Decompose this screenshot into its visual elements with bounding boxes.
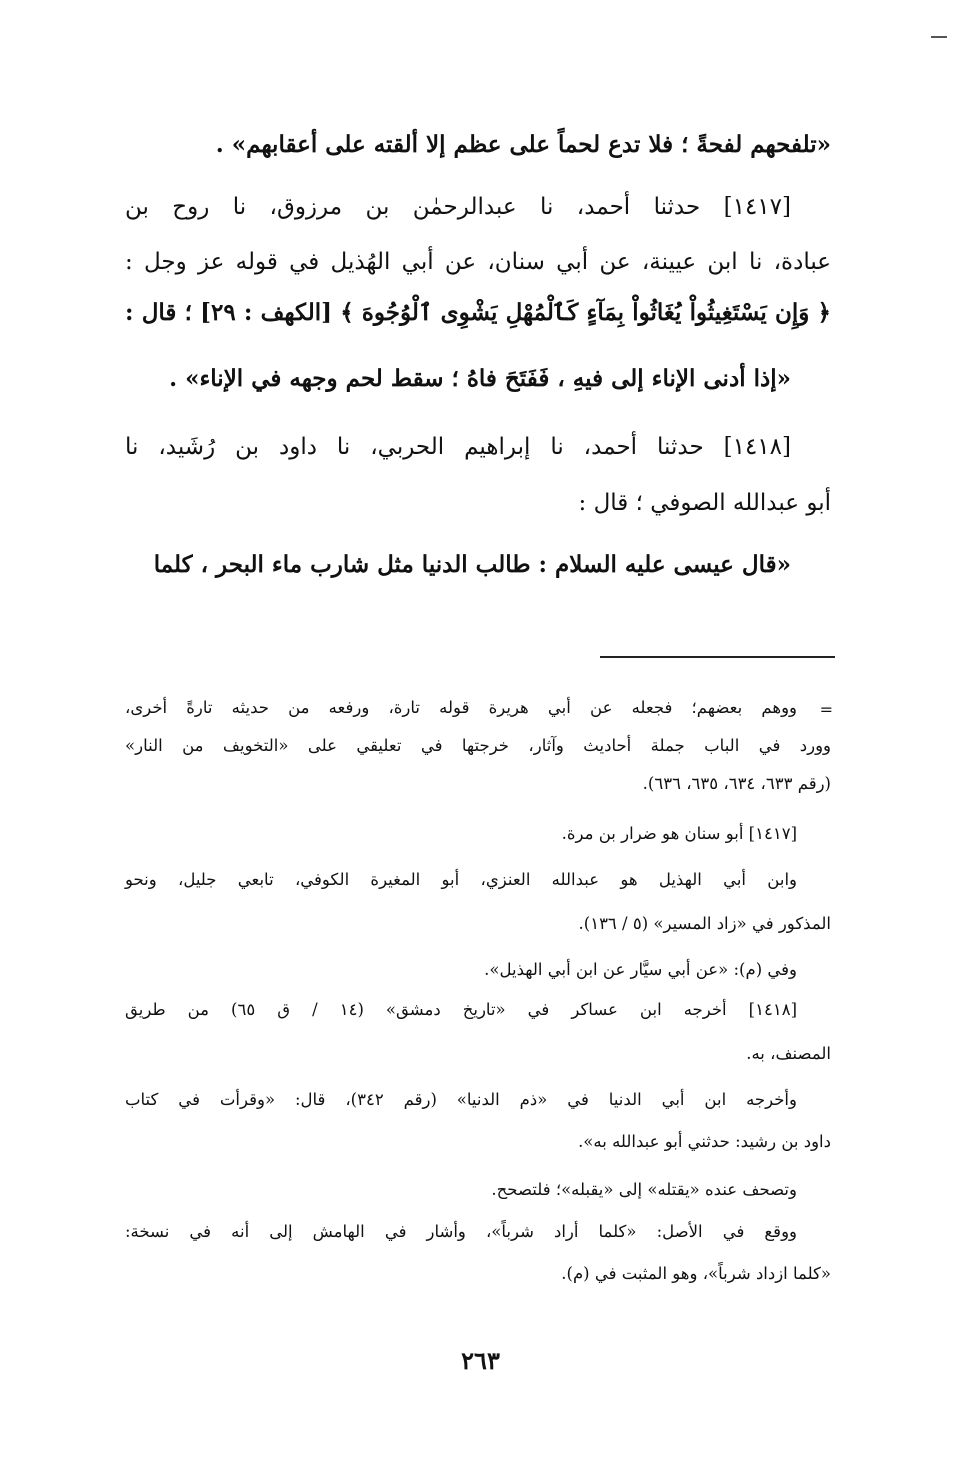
footnote-line-1: ووهم بعضهم؛ فجعله عن أبي هريرة قوله تارة، ورفعه من حديثه تارةً أخرى،	[125, 698, 797, 717]
footnote-line-14: «كلما ازداد شرباً»، وهو المثبت في (م).	[561, 1264, 831, 1283]
footnote-line-6: المذكور في «زاد المسير» (٥ / ١٣٦).	[578, 914, 831, 933]
continuation-mark: =	[819, 700, 833, 719]
footnote-line-3: (رقم ٦٣٣، ٦٣٤، ٦٣٥، ٦٣٦).	[642, 774, 831, 793]
main-line-7: أبو عبدالله الصوفي ؛ قال :	[578, 490, 831, 516]
footnote-line-7: وفي (م): «عن أبي سيَّار عن ابن أبي الهذيل».	[484, 960, 797, 979]
footnote-line-2: وورد في الباب جملة أحاديث وآثار، خرجتها في تعليقي على «التخويف من النار»	[125, 736, 831, 755]
footnote-line-13: ووقع في الأصل: «كلما أراد شرباً»، وأشار في الهامش إلى أنه في نسخة:	[125, 1222, 797, 1241]
footnote-line-11: داود بن رشيد: حدثني أبو عبدالله به».	[578, 1132, 831, 1151]
main-line-3: عبادة، نا ابن عيينة، عن أبي سنان، عن أبي الهُذيل في قوله عز وجل :	[125, 249, 831, 275]
main-line-8: «قال عيسى عليه السلام : طالب الدنيا مثل شارب ماء البحر ، كلما	[153, 551, 791, 578]
footnote-line-8: [١٤١٨] أخرجه ابن عساكر في «تاريخ دمشق» (١٤ / ق ٦٥) من طريق	[125, 1000, 797, 1019]
footnote-line-9: المصنف، به.	[746, 1044, 831, 1063]
footnote-line-5: وابن أبي الهذيل هو عبدالله العنزي، أبو المغيرة الكوفي، تابعي جليل، ونحو	[125, 870, 797, 889]
footnote-line-10: وأخرجه ابن أبي الدنيا في «ذم الدنيا» (رقم ٣٤٢)، قال: «وقرأت في كتاب	[125, 1090, 797, 1109]
main-line-5: «إذا أدنى الإناء إلى فيهِ ، فَفَتَحَ فاهُ ؛ سقط لحم وجهه في الإناء» .	[169, 365, 791, 392]
main-line-6: [١٤١٨] حدثنا أحمد، نا إبراهيم الحربي، نا داود بن رُشَيد، نا	[125, 434, 791, 460]
footnote-separator	[600, 656, 835, 658]
main-line-1: «تلفحهم لفحةً ؛ فلا تدع لحماً على عظم إلا ألقته على أعقابهم» .	[215, 131, 831, 158]
main-line-2: [١٤١٧] حدثنا أحمد، نا عبدالرحمٰن بن مرزوق، نا روح بن	[125, 194, 791, 220]
footnote-line-12: وتصحف عنده «يقتله» إلى «يقبله»؛ فلتصحح.	[491, 1180, 797, 1199]
corner-mark	[931, 36, 947, 38]
footnote-line-4: [١٤١٧] أبو سنان هو ضرار بن مرة.	[561, 824, 797, 843]
page-number: ٢٦٣	[461, 1346, 500, 1375]
quran-verse-line: ﴿ وَإِن يَسْتَغِيثُواْ يُغَاثُواْ بِمَآءٍ كَٱلْمُهْلِ يَشْوِى ٱلْوُجُوهَ ﴾ [الكهف : ٢٩] ؛ قال :	[125, 299, 832, 326]
